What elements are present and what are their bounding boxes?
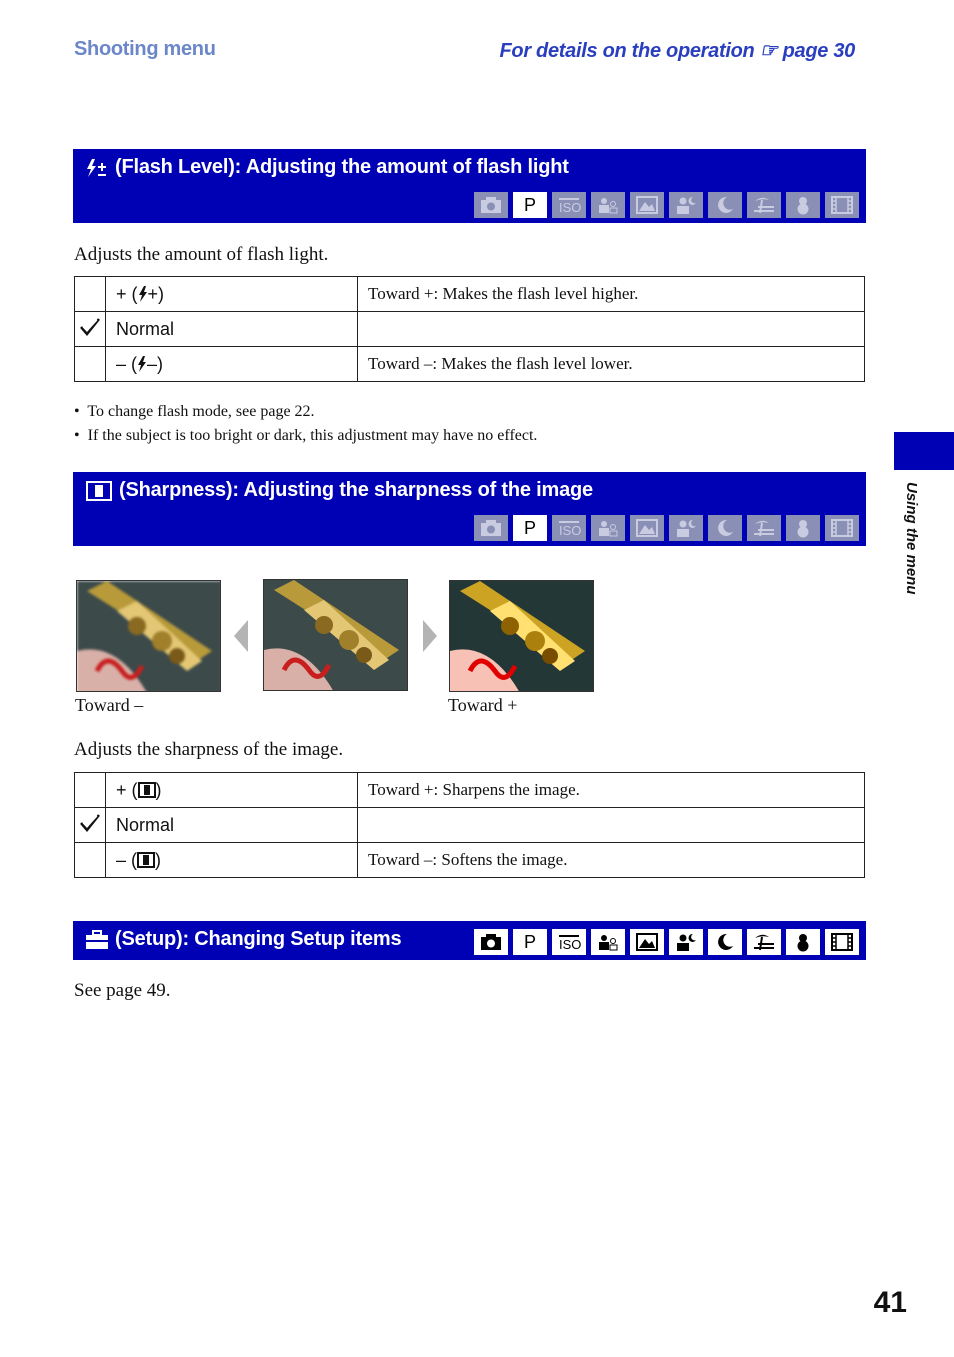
- program-mode-label: P: [523, 194, 536, 215]
- section-title: Shooting menu: [74, 38, 216, 60]
- flash-level-options-table: [74, 276, 865, 382]
- snow-mode-icon: [786, 192, 820, 218]
- arrow-right-icon: [421, 620, 439, 652]
- check-cell: [75, 808, 106, 843]
- option-label[interactable]: [106, 277, 358, 312]
- beach-mode-icon: [747, 929, 781, 955]
- twilight-portrait-mode-icon: [669, 192, 703, 218]
- high-sensitivity-mode-icon: [552, 929, 586, 955]
- table-row: [75, 312, 865, 347]
- landscape-mode-icon: [630, 192, 664, 218]
- flash-level-description: Adjusts the amount of flash light.: [74, 244, 329, 265]
- check-cell: [75, 312, 106, 347]
- option-label[interactable]: Normal: [106, 808, 358, 843]
- twilight-mode-icon: [708, 192, 742, 218]
- beach-mode-icon: [747, 192, 781, 218]
- setup-header-bar: [73, 921, 866, 960]
- svg-text:ISO: ISO: [559, 937, 581, 952]
- flash-small-icon: [138, 286, 148, 302]
- details-page[interactable]: page 30: [782, 40, 855, 62]
- high-sensitivity-mode-icon: [552, 515, 586, 541]
- note-text: To change flash mode, see page 22.: [87, 403, 315, 420]
- option-label-text: + (: [116, 283, 138, 304]
- option-label[interactable]: [106, 347, 358, 382]
- program-mode-icon: [513, 192, 547, 218]
- program-mode-icon: [513, 515, 547, 541]
- setup-mode-icons: [474, 929, 859, 955]
- option-label[interactable]: [106, 773, 358, 808]
- flash-small-icon: [137, 356, 147, 372]
- program-mode-label: P: [523, 517, 536, 538]
- flash-level-title: [85, 156, 569, 179]
- sharpness-mode-icons: [474, 515, 859, 541]
- setup-title: [85, 928, 401, 951]
- option-label[interactable]: Normal: [106, 312, 358, 347]
- movie-mode-icon: [825, 929, 859, 955]
- landscape-mode-icon: [630, 929, 664, 955]
- option-label[interactable]: [106, 843, 358, 878]
- option-label-suffix: ): [155, 849, 162, 870]
- movie-mode-icon: [825, 515, 859, 541]
- check-cell: [75, 277, 106, 312]
- details-prefix: For details on the operation: [499, 40, 755, 62]
- option-description: [358, 312, 865, 347]
- check-cell: [75, 773, 106, 808]
- option-label-text: – (: [116, 353, 138, 374]
- snow-mode-icon: [786, 515, 820, 541]
- pointing-hand-icon: ☞: [759, 40, 778, 62]
- setup-title-text: (Setup): Changing Setup items: [115, 928, 402, 950]
- sharpness-title: [85, 479, 593, 502]
- option-label-suffix: ): [155, 779, 162, 800]
- note-text: If the subject is too bright or dark, this adjustment may have no effect.: [87, 427, 538, 444]
- side-tab-label: [902, 482, 924, 612]
- setup-description: See page 49.: [74, 980, 171, 1001]
- sample-photo-sharp: [449, 580, 594, 692]
- sharpness-small-icon: [137, 852, 155, 868]
- side-tab-label-text: Using the menu: [903, 482, 920, 595]
- svg-text:ISO: ISO: [559, 200, 581, 215]
- table-row: [75, 347, 865, 382]
- auto-mode-icon: [474, 192, 508, 218]
- movie-mode-icon: [825, 192, 859, 218]
- page-number: 41: [873, 1286, 907, 1319]
- option-description: Toward –: Softens the image.: [358, 843, 865, 878]
- twilight-portrait-mode-icon: [669, 929, 703, 955]
- option-description: Toward –: Makes the flash level lower.: [358, 347, 865, 382]
- arrow-left-icon: [232, 620, 250, 652]
- option-label-suffix: +): [147, 283, 165, 304]
- flash-level-title-text: (Flash Level): Adjusting the amount of flash light: [115, 156, 569, 178]
- twilight-portrait-mode-icon: [669, 515, 703, 541]
- option-label-suffix: –): [147, 353, 164, 374]
- setup-toolbox-icon: [85, 930, 109, 950]
- table-row: [75, 843, 865, 878]
- option-description: Toward +: Sharpens the image.: [358, 773, 865, 808]
- option-label-text: – (: [116, 849, 138, 870]
- flash-level-icon: [85, 158, 109, 178]
- caption-toward-plus: Toward +: [448, 695, 518, 715]
- auto-mode-icon: [474, 515, 508, 541]
- check-icon: [79, 813, 101, 833]
- check-cell: [75, 843, 106, 878]
- sample-photo-normal: [263, 579, 408, 691]
- option-description: Toward +: Makes the flash level higher.: [358, 277, 865, 312]
- table-row: [75, 277, 865, 312]
- sharpness-icon: [85, 480, 113, 502]
- sharpness-description: Adjusts the sharpness of the image.: [74, 739, 344, 760]
- landscape-mode-icon: [630, 515, 664, 541]
- note-item: • To change flash mode, see page 22.: [74, 403, 315, 420]
- svg-text:ISO: ISO: [559, 523, 581, 538]
- check-cell: [75, 347, 106, 382]
- program-mode-icon: [513, 929, 547, 955]
- sharpness-small-icon: [138, 782, 156, 798]
- sharpness-options-table: [74, 772, 865, 878]
- high-sensitivity-mode-icon: [552, 192, 586, 218]
- soft-snap-mode-icon: [591, 192, 625, 218]
- details-reference: [499, 38, 855, 63]
- sharpness-header-bar: [73, 472, 866, 546]
- beach-mode-icon: [747, 515, 781, 541]
- program-mode-label: P: [523, 931, 536, 952]
- sample-photo-soft: [76, 580, 221, 692]
- option-description: [358, 808, 865, 843]
- caption-toward-minus: Toward –: [75, 695, 144, 715]
- note-item: • If the subject is too bright or dark, this adjustment may have no effect.: [74, 427, 538, 444]
- flash-level-mode-icons: [474, 192, 859, 218]
- flash-level-header-bar: [73, 149, 866, 223]
- snow-mode-icon: [786, 929, 820, 955]
- table-row: [75, 773, 865, 808]
- soft-snap-mode-icon: [591, 515, 625, 541]
- auto-mode-icon: [474, 929, 508, 955]
- soft-snap-mode-icon: [591, 929, 625, 955]
- sharpness-title-text: (Sharpness): Adjusting the sharpness of the image: [119, 479, 593, 501]
- twilight-mode-icon: [708, 929, 742, 955]
- check-icon: [79, 317, 101, 337]
- table-row: [75, 808, 865, 843]
- side-tab-marker: [894, 432, 954, 470]
- twilight-mode-icon: [708, 515, 742, 541]
- option-label-text: + (: [116, 779, 138, 800]
